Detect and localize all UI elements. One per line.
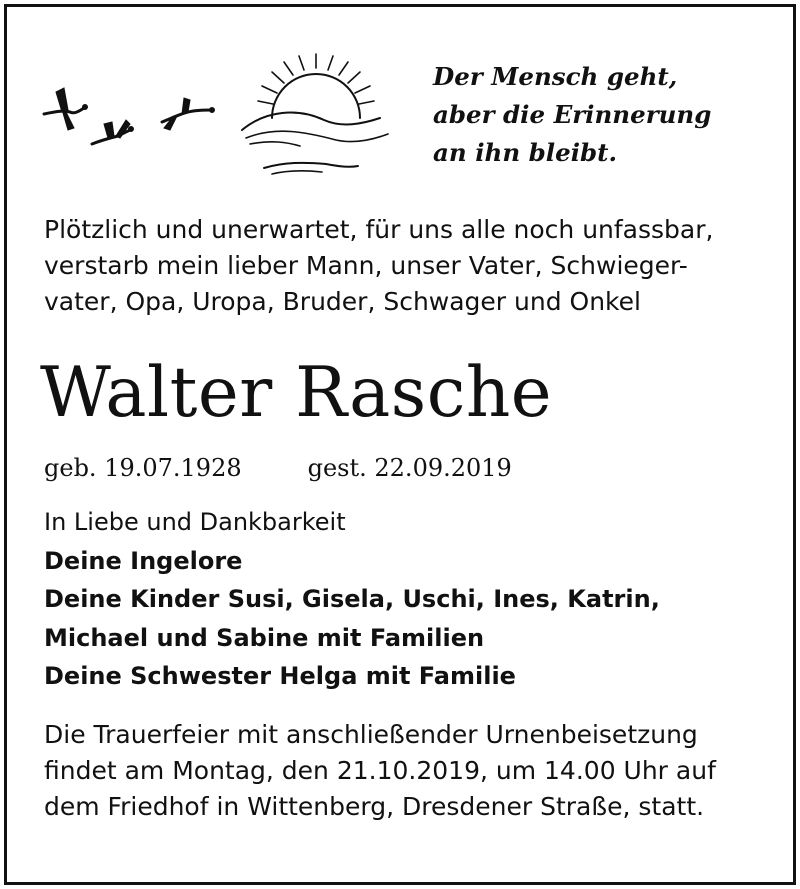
bird-icon: [162, 98, 215, 130]
mourner-line: Deine Kinder Susi, Gisela, Uschi, Ines, Katrin,: [44, 585, 660, 613]
birth-date: geb. 19.07.1928: [44, 454, 242, 482]
announcement-line: verstarb mein lieber Mann, unser Vater, Schwieger-: [44, 251, 688, 280]
mourner-line: Michael und Sabine mit Familien: [44, 623, 485, 652]
birds-sunset-illustration: [36, 48, 396, 188]
mourners-list: [44, 503, 660, 696]
mourner-line: Deine Ingelore: [44, 546, 243, 575]
deceased-name: Walter Rasche: [40, 353, 553, 433]
funeral-line: dem Friedhof in Wittenberg, Dresdener Straße, statt.: [44, 792, 705, 821]
funeral-line: Die Trauerfeier mit anschließender Urnenbeisetzung: [44, 720, 698, 749]
announcement-text: [44, 212, 713, 320]
announcement-line: vater, Opa, Uropa, Bruder, Schwager und Onkel: [44, 287, 641, 316]
bird-icon: [44, 88, 88, 130]
quote-line: an ihn bleibt.: [433, 138, 617, 167]
mourners-intro: In Liebe und Dankbarkeit: [44, 508, 346, 536]
sunset-hills-icon: [242, 54, 388, 174]
funeral-details: [44, 717, 716, 825]
memorial-quote: [433, 58, 711, 172]
funeral-line: findet am Montag, den 21.10.2019, um 14.00 Uhr auf: [44, 756, 716, 785]
life-dates: [44, 451, 512, 485]
quote-line: Der Mensch geht,: [433, 62, 678, 91]
quote-line: aber die Erinnerung: [433, 100, 712, 129]
mourner-line: Deine Schwester Helga mit Familie: [44, 662, 516, 690]
flying-birds-icon: [44, 88, 215, 144]
bird-icon: [92, 120, 134, 144]
death-date: gest. 22.09.2019: [307, 454, 512, 482]
announcement-line: Plötzlich und unerwartet, für uns alle noch unfassbar,: [44, 215, 714, 244]
